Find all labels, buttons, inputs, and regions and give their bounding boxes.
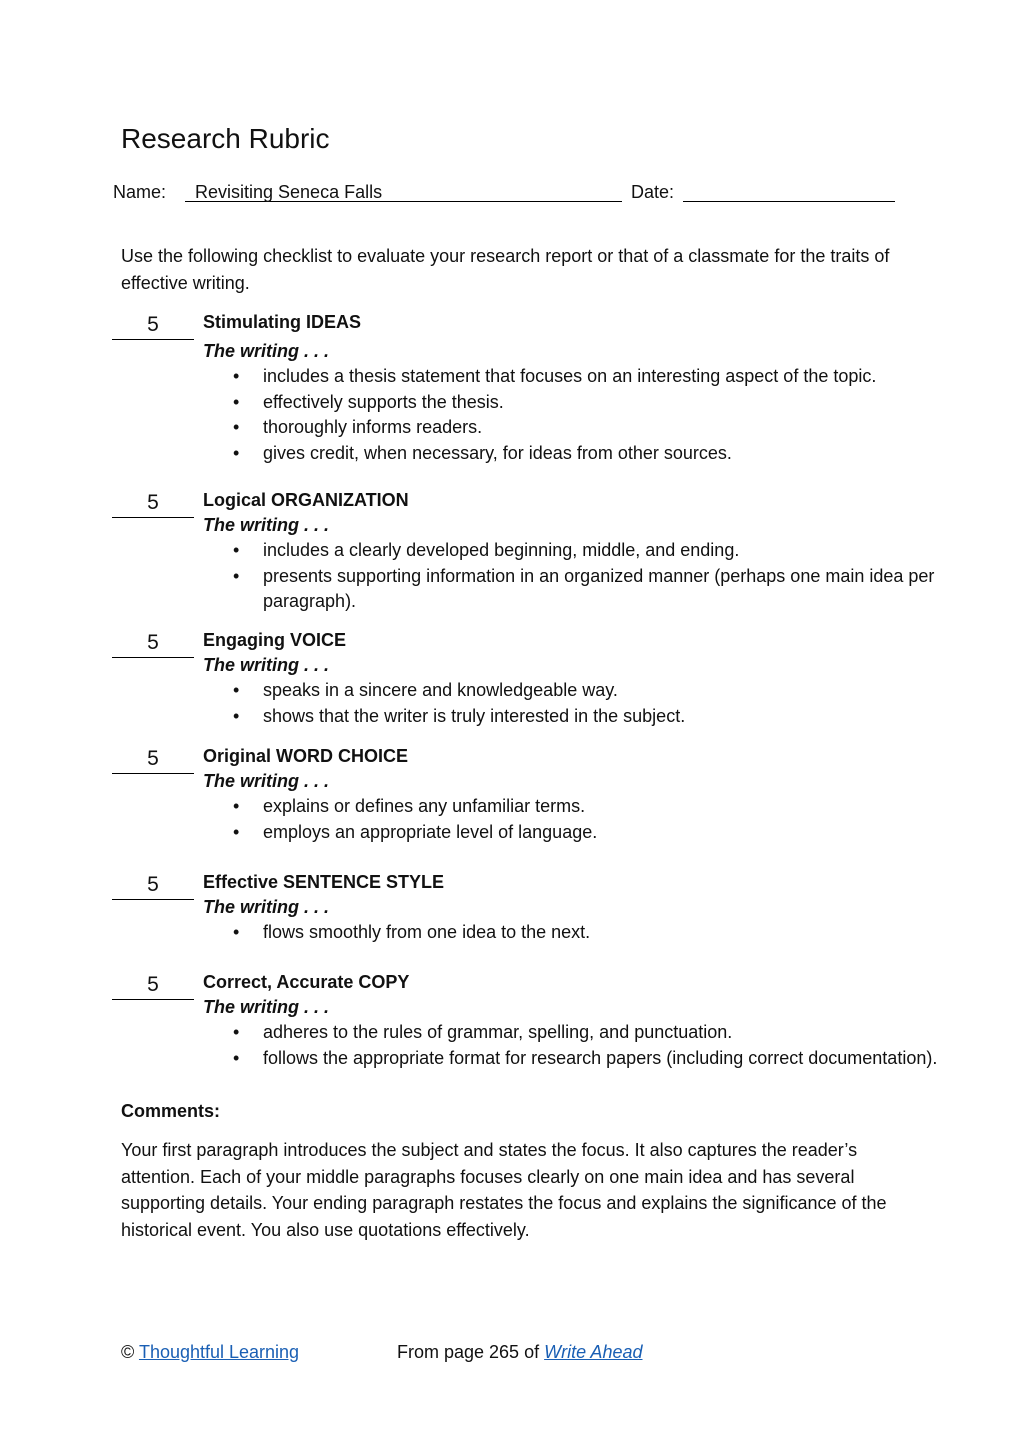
- trait-subtitle: The writing . . .: [203, 515, 329, 535]
- intro-text: Use the following checklist to evaluate your research report or that of a classmate for the traits of effective writing.: [121, 246, 890, 293]
- trait-title: Engaging VOICE: [203, 630, 347, 650]
- bullet-text: follows the appropriate format for research papers (including correct documentation).: [263, 1047, 938, 1068]
- bullet-icon: •: [233, 821, 240, 842]
- bullet-icon: •: [233, 442, 240, 463]
- name-label: Name:: [113, 182, 167, 202]
- trait-title: Logical ORGANIZATION: [203, 490, 409, 510]
- bullet-item: [203, 364, 943, 390]
- trait-title: Original WORD CHOICE: [203, 746, 409, 766]
- name-field[interactable]: Revisiting Seneca Falls: [185, 180, 622, 202]
- bullet-item: [203, 820, 943, 846]
- trait-title: Correct, Accurate COPY: [203, 972, 410, 992]
- bullet-icon: •: [233, 1022, 240, 1042]
- bullet-icon: •: [233, 366, 240, 386]
- trait-bullets: [203, 1020, 943, 1071]
- bullet-text: explains or defines any unfamiliar terms.: [263, 796, 586, 816]
- trait-bullets: [203, 920, 943, 946]
- trait-title: Stimulating IDEAS: [203, 312, 362, 332]
- bullet-text: thoroughly informs readers.: [263, 417, 483, 437]
- bullet-text: includes a clearly developed beginning, middle, and ending.: [263, 540, 740, 560]
- bullet-item: [203, 415, 943, 441]
- bullet-text: presents supporting information in an organized manner (perhaps one main idea per paragraph).: [263, 565, 935, 611]
- bullet-icon: •: [233, 680, 240, 700]
- bullet-icon: •: [233, 922, 240, 942]
- date-label: Date:: [631, 182, 675, 202]
- bullet-icon: •: [233, 705, 240, 726]
- bullet-item: [203, 1020, 943, 1046]
- score-field[interactable]: 5: [112, 491, 194, 518]
- score-field[interactable]: 5: [112, 973, 194, 1000]
- bullet-item: [203, 538, 943, 564]
- score-field[interactable]: 5: [112, 873, 194, 900]
- bullet-icon: •: [233, 796, 240, 816]
- bullet-icon: •: [233, 1047, 240, 1068]
- bullet-item: [203, 678, 943, 704]
- trait-subtitle: The writing . . .: [203, 341, 329, 361]
- page-title: Research Rubric: [121, 123, 330, 154]
- bullet-icon: •: [233, 417, 240, 437]
- date-field[interactable]: [683, 180, 895, 202]
- bullet-icon: •: [233, 391, 240, 412]
- copyright-symbol: ©: [121, 1342, 135, 1362]
- bullet-item: [203, 390, 943, 416]
- trait-bullets: [203, 538, 943, 615]
- comments-text: Your first paragraph introduces the subject and states the focus. It also captures the reader’s attention. Each of your middle paragraphs focuses clearly on one main idea and has several supporting details. Your ending paragraph restates the focus and explains the significance of the historical event. You also use quotations effectively.: [121, 1140, 887, 1240]
- comments-heading: Comments:: [121, 1101, 221, 1121]
- trait-subtitle: The writing . . .: [203, 897, 329, 917]
- bullet-icon: •: [233, 565, 240, 586]
- bullet-text: shows that the writer is truly interested in the subject.: [263, 705, 686, 726]
- bullet-icon: •: [233, 540, 240, 560]
- bullet-item: [203, 704, 943, 730]
- trait-title: Effective SENTENCE STYLE: [203, 872, 445, 892]
- footer-copyright: [121, 1340, 299, 1364]
- trait-section: [203, 870, 943, 946]
- bullet-text: employs an appropriate level of language.: [263, 821, 598, 842]
- bullet-text: gives credit, when necessary, for ideas from other sources.: [263, 442, 732, 463]
- book-link[interactable]: Write Ahead: [544, 1342, 643, 1362]
- bullet-item: [203, 920, 943, 946]
- trait-section: [203, 744, 943, 845]
- publisher-link[interactable]: Thoughtful Learning: [138, 1342, 300, 1362]
- footer-source: [397, 1340, 643, 1364]
- bullet-item: [203, 1046, 943, 1072]
- bullet-text: flows smoothly from one idea to the next.: [263, 922, 591, 942]
- trait-bullets: [203, 678, 943, 729]
- bullet-item: [203, 794, 943, 820]
- score-field[interactable]: 5: [112, 313, 194, 340]
- trait-bullets: [203, 364, 943, 466]
- source-prefix: From page 265 of: [397, 1342, 540, 1362]
- bullet-text: speaks in a sincere and knowledgeable way.: [263, 680, 618, 700]
- score-field[interactable]: 5: [112, 747, 194, 774]
- bullet-text: includes a thesis statement that focuses on an interesting aspect of the topic.: [263, 366, 877, 386]
- trait-subtitle: The writing . . .: [203, 771, 329, 791]
- bullet-text: effectively supports the thesis.: [263, 391, 504, 412]
- bullet-item: [203, 441, 943, 467]
- bullet-text: adheres to the rules of grammar, spelling, and punctuation.: [263, 1022, 733, 1042]
- trait-section: [203, 970, 943, 1071]
- score-field[interactable]: 5: [112, 631, 194, 658]
- bullet-item: [203, 564, 943, 615]
- trait-section: [203, 628, 943, 729]
- trait-section: [203, 488, 943, 615]
- trait-subtitle: The writing . . .: [203, 997, 329, 1017]
- trait-section: [203, 310, 943, 466]
- trait-subtitle: The writing . . .: [203, 655, 329, 675]
- trait-bullets: [203, 794, 943, 845]
